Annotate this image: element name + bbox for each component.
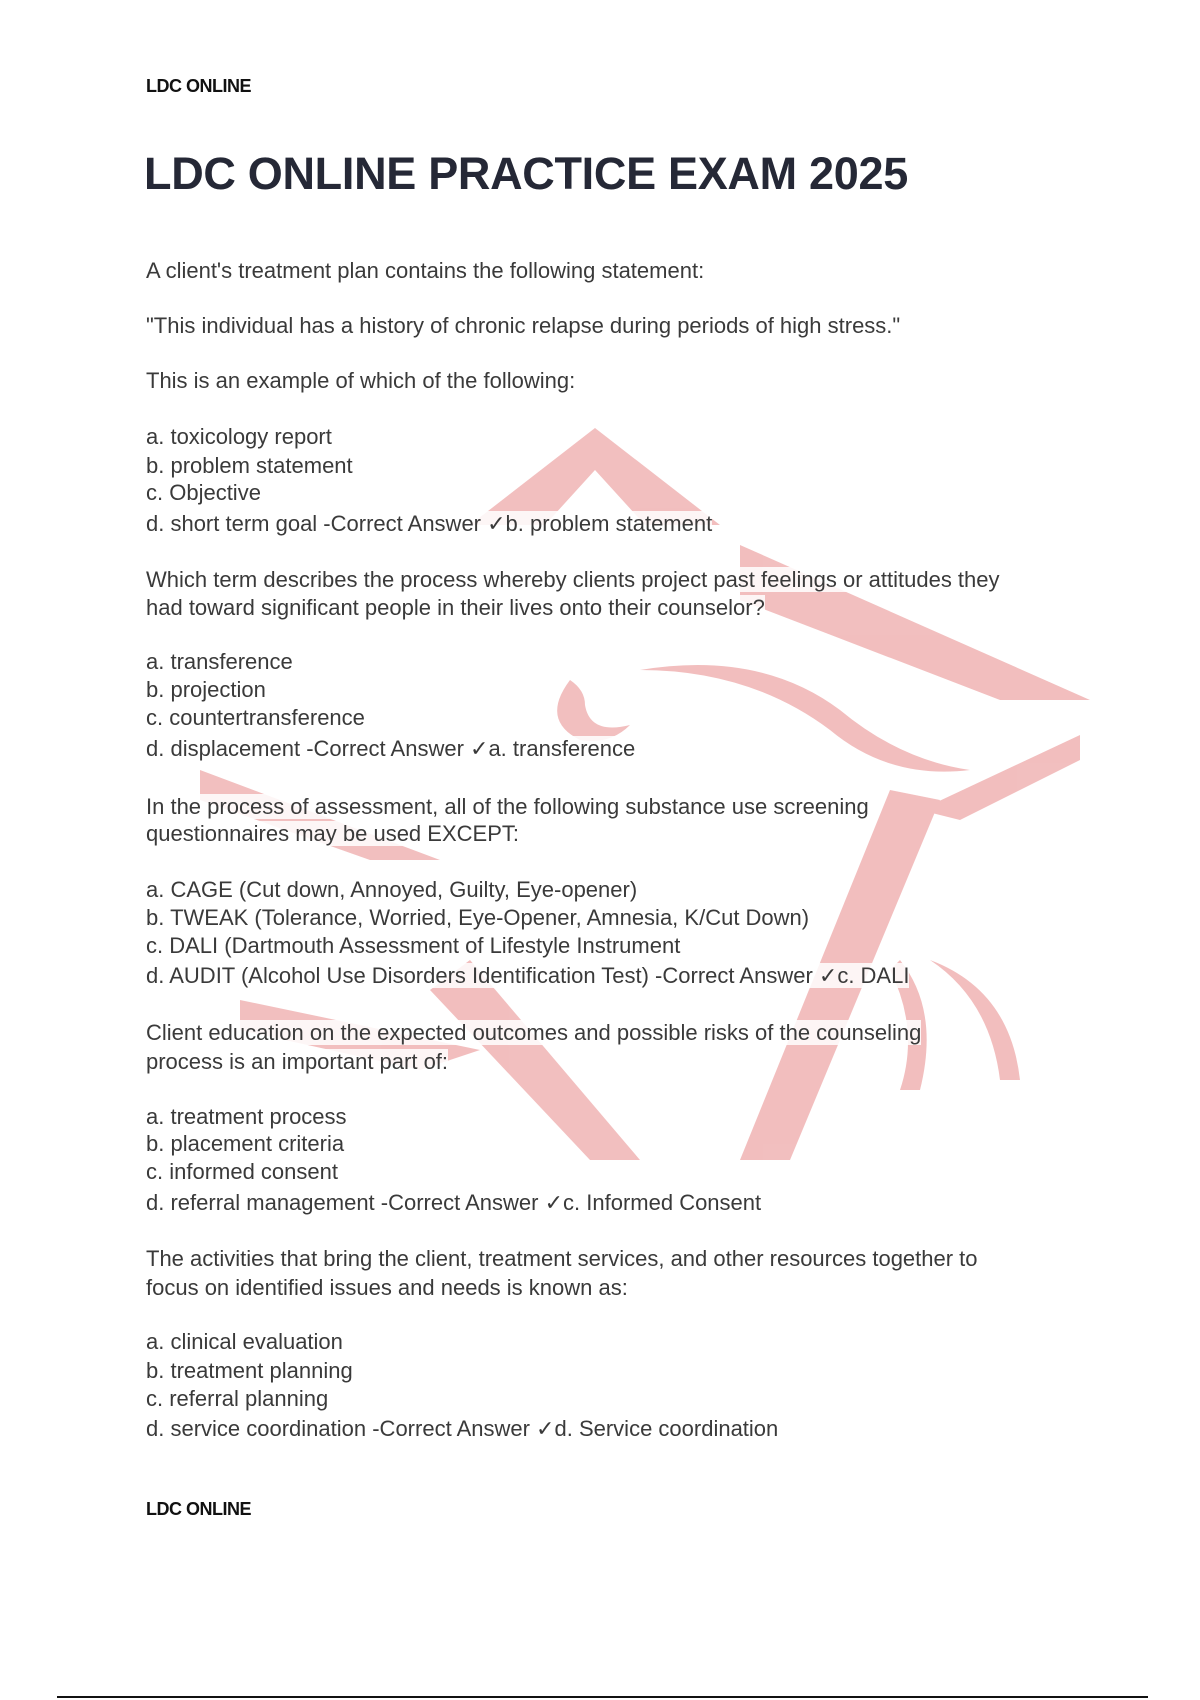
option: b. projection	[146, 677, 266, 702]
option: a. transference	[146, 649, 293, 674]
page-bottom-rule	[57, 1696, 1148, 1698]
option-answer: d. AUDIT (Alcohol Use Disorders Identification Test) -Correct Answer ✓c. DALI	[146, 963, 910, 988]
question-text: "This individual has a history of chronic relapse during periods of high stress."	[146, 313, 901, 338]
option: a. toxicology report	[146, 424, 332, 449]
page-title: LDC ONLINE PRACTICE EXAM 2025	[144, 148, 908, 199]
option-answer: d. displacement -Correct Answer ✓a. transference	[146, 736, 636, 761]
option-answer: d. referral management -Correct Answer ✓c. Informed Consent	[146, 1190, 762, 1215]
page-footer: LDC ONLINE	[146, 1499, 251, 1519]
option: c. countertransference	[146, 705, 365, 730]
option: c. referral planning	[146, 1386, 329, 1411]
question-text: Client education on the expected outcomes and possible risks of the counseling	[146, 1020, 922, 1045]
option: c. informed consent	[146, 1159, 338, 1184]
option: a. treatment process	[146, 1104, 347, 1129]
option: a. clinical evaluation	[146, 1329, 343, 1354]
option: b. placement criteria	[146, 1131, 345, 1156]
option-answer: d. short term goal -Correct Answer ✓b. problem statement	[146, 511, 713, 536]
question-text: process is an important part of:	[146, 1049, 449, 1074]
option: a. CAGE (Cut down, Annoyed, Guilty, Eye-opener)	[146, 877, 638, 902]
page-header: LDC ONLINE	[146, 76, 251, 96]
option: c. DALI (Dartmouth Assessment of Lifestyle Instrument	[146, 933, 681, 958]
question-text: A client's treatment plan contains the following statement:	[146, 258, 705, 283]
option: b. problem statement	[146, 453, 353, 478]
question-text: In the process of assessment, all of the following substance use screening	[146, 794, 869, 819]
question-text: The activities that bring the client, treatment services, and other resources together to	[146, 1246, 978, 1271]
question-text: focus on identified issues and needs is known as:	[146, 1275, 628, 1300]
option: b. TWEAK (Tolerance, Worried, Eye-Opener, Amnesia, K/Cut Down)	[146, 905, 810, 930]
option: c. Objective	[146, 480, 261, 505]
option-answer: d. service coordination -Correct Answer ✓d. Service coordination	[146, 1416, 779, 1441]
question-text: had toward significant people in their lives onto their counselor?	[146, 595, 765, 620]
question-text: Which term describes the process whereby clients project past feelings or attitudes they	[146, 567, 1000, 592]
question-text: This is an example of which of the following:	[146, 368, 576, 393]
option: b. treatment planning	[146, 1358, 353, 1383]
question-text: questionnaires may be used EXCEPT:	[146, 821, 519, 846]
